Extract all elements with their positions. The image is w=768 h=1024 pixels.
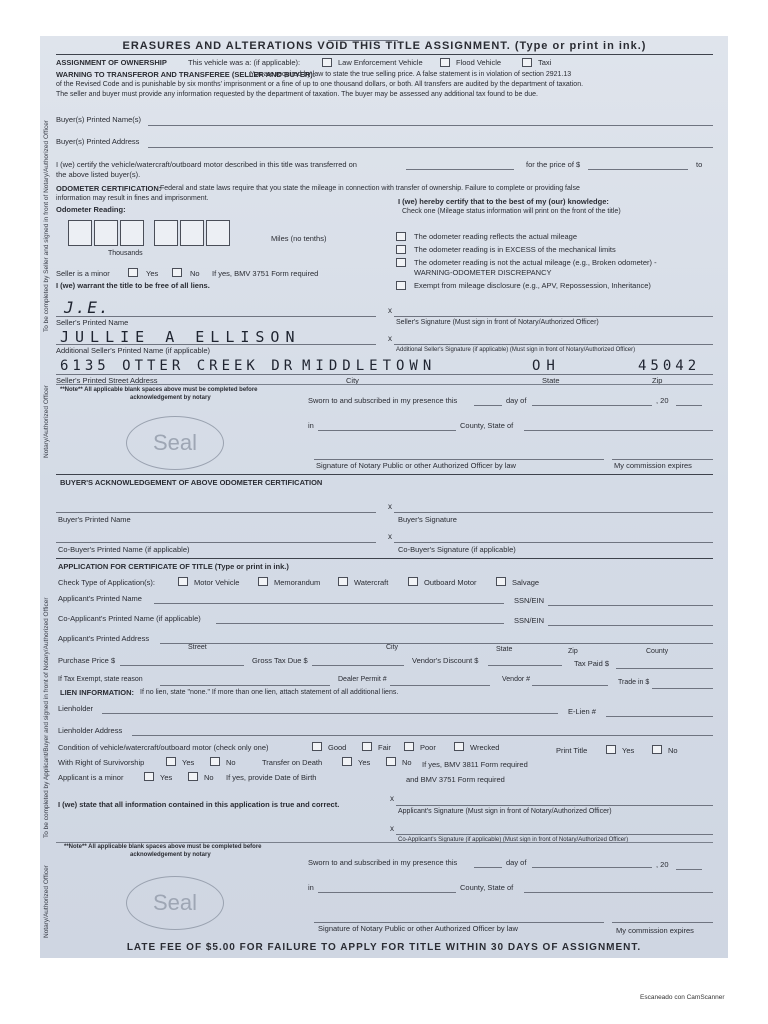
warning-title: WARNING TO TRANSFEROR AND TRANSFEREE (SELLER AND BUYER): xyxy=(56,70,316,79)
seller-name-handwriting: J.E. xyxy=(64,298,111,317)
transfer-death-no-checkbox[interactable] xyxy=(386,757,396,766)
lienholder-field[interactable] xyxy=(102,713,558,714)
warning-line-1: You are required by law to state the true selling price. A false statement is in violation of section 2921.13 xyxy=(250,71,572,78)
form-title: ERASURES AND ALTERATIONS VOID THIS TITLE ASSIGNMENT. (Type or print in ink.) xyxy=(122,40,647,52)
flood-checkbox[interactable] xyxy=(440,58,450,67)
gross-tax-label: Gross Tax Due $ xyxy=(252,656,308,665)
thousands-label: Thousands xyxy=(108,250,143,257)
address-county-label: County xyxy=(646,648,669,655)
trade-in-label: Trade in $ xyxy=(618,679,650,686)
outboard-label: Outboard Motor xyxy=(424,578,477,587)
transfer-death-yes-checkbox[interactable] xyxy=(342,757,352,766)
additional-sign-x: x xyxy=(388,334,392,343)
dob-label: If yes, provide Date of Birth xyxy=(226,773,317,782)
sworn-label-2: Sworn to and subscribed in my presence this xyxy=(308,858,458,867)
cobuyer-signature-field[interactable] xyxy=(394,542,713,543)
condition-wrecked-label: Wrecked xyxy=(470,743,500,752)
seller-minor-yes-checkbox[interactable] xyxy=(128,268,138,277)
applicant-minor-no-label: No xyxy=(204,773,214,782)
lienholder-address-field[interactable] xyxy=(132,735,713,736)
sworn-year-field-2[interactable] xyxy=(676,869,702,870)
divider xyxy=(56,558,713,559)
gross-tax-field[interactable] xyxy=(312,665,404,666)
vendor-label: Vendor # xyxy=(502,676,531,683)
survivorship-no-checkbox[interactable] xyxy=(210,757,220,766)
buyer-sign-x: x xyxy=(388,502,392,511)
address-state-label: State xyxy=(496,646,513,653)
hereby-certify: I (we) hereby certify that to the best of my (our) knowledge: xyxy=(398,197,609,206)
application-title: APPLICATION FOR CERTIFICATE OF TITLE (Type or print in ink.) xyxy=(58,562,289,571)
coapplicant-signature-field[interactable] xyxy=(396,834,713,835)
applicant-minor-label: Applicant is a minor xyxy=(58,773,124,782)
seller-minor-label: Seller is a minor xyxy=(56,269,110,278)
notary-note-2: **Note** All applicable blank spaces above must be completed before xyxy=(64,844,262,850)
cobuyer-sign-x: x xyxy=(388,532,392,541)
city-label: City xyxy=(346,376,359,385)
zip-handwriting: 45042 xyxy=(638,358,701,374)
vendor-field[interactable] xyxy=(532,685,608,686)
memorandum-checkbox[interactable] xyxy=(258,577,268,586)
condition-good-label: Good xyxy=(328,743,347,752)
applicant-signature-field[interactable] xyxy=(396,805,713,806)
state-of-field-1[interactable] xyxy=(524,430,713,431)
condition-good-checkbox[interactable] xyxy=(312,742,322,751)
warning-line-3: The seller and buyer must provide any information requested by the department of taxation. The buyer may be assessed any additional tax found to be due. xyxy=(56,91,538,98)
scanner-watermark: Escaneado con CamScanner xyxy=(640,994,725,1001)
county-label-2: County, State of xyxy=(460,883,514,892)
buyer-names-label: Buyer(s) Printed Name(s) xyxy=(56,115,142,124)
certify-price: for the price of $ xyxy=(526,160,581,169)
motor-vehicle-label: Motor Vehicle xyxy=(194,578,240,587)
odometer-actual-checkbox[interactable] xyxy=(396,232,406,241)
applicant-ssn-field[interactable] xyxy=(548,605,713,606)
print-title-yes-label: Yes xyxy=(622,746,635,755)
motor-vehicle-checkbox[interactable] xyxy=(178,577,188,586)
tax-exempt-field[interactable] xyxy=(160,685,330,686)
coapplicant-signature-label: Co-Applicant's Signature (if applicable) (Must sign in front of Notary/Authorized Officer) xyxy=(398,837,629,843)
buyer-signature-field[interactable] xyxy=(394,512,713,513)
divider xyxy=(56,54,713,55)
applicant-address-field[interactable] xyxy=(160,643,713,644)
print-title-yes-checkbox[interactable] xyxy=(606,745,616,754)
side-label-applicant: To be completed by Applicant/Buyer and signed in front of Notary/Authorized Officer xyxy=(43,597,50,838)
flood-label: Flood Vehicle xyxy=(456,58,502,67)
odometer-digit-5[interactable] xyxy=(180,220,204,246)
seller-signature-label: Seller's Signature (Must sign in front of Notary/Authorized Officer) xyxy=(396,319,599,326)
dealer-permit-label: Dealer Permit # xyxy=(338,676,387,683)
notary-seal-1: Seal xyxy=(126,416,224,470)
divider xyxy=(56,842,713,843)
salvage-checkbox[interactable] xyxy=(496,577,506,586)
warrant-statement: I (we) warrant the title to be free of all liens. xyxy=(56,281,210,290)
divider xyxy=(56,384,713,385)
notary-signature-label-2: Signature of Notary Public or other Authorized Officer by law xyxy=(318,924,518,933)
seller-name-field[interactable] xyxy=(56,316,376,317)
additional-seller-field[interactable] xyxy=(56,344,376,345)
law-enforcement-label: Law Enforcement Vehicle xyxy=(338,58,423,67)
cobuyer-name-field[interactable] xyxy=(56,542,376,543)
lienholder-label: Lienholder xyxy=(58,704,94,713)
watercraft-label: Watercraft xyxy=(354,578,389,587)
dealer-permit-field[interactable] xyxy=(390,685,490,686)
odometer-exempt-label: Exempt from mileage disclosure (e.g., APV, Repossession, Inheritance) xyxy=(414,281,651,290)
check-one-note: Check one (Mileage status information will print on the front of the title) xyxy=(402,208,621,215)
address-zip-label: Zip xyxy=(568,648,578,655)
trade-in-field[interactable] xyxy=(652,688,713,689)
cobuyer-name-label: Co-Buyer's Printed Name (if applicable) xyxy=(58,545,190,554)
sworn-day-field-1[interactable] xyxy=(474,405,502,406)
tax-paid-field[interactable] xyxy=(616,668,713,669)
condition-wrecked-checkbox[interactable] xyxy=(454,742,464,751)
condition-label: Condition of vehicle/watercraft/outboard motor (check only one) xyxy=(58,743,269,752)
watercraft-checkbox[interactable] xyxy=(338,577,348,586)
address-city-label: City xyxy=(386,644,399,651)
zip-label: Zip xyxy=(652,376,663,385)
seller-minor-no-label: No xyxy=(190,269,200,278)
applicant-name-field[interactable] xyxy=(154,603,504,604)
city-handwriting: MIDDLETOWN xyxy=(302,358,437,374)
transfer-death-label: Transfer on Death xyxy=(262,758,323,767)
price-field[interactable] xyxy=(588,169,688,170)
odometer-line-2: information may result in fines and imprisonment. xyxy=(56,195,209,202)
seller-signature-field[interactable] xyxy=(394,316,713,317)
side-label-notary-2: Notary/Authorized Officer xyxy=(43,865,50,938)
certify-line-1: I (we) certify the vehicle/watercraft/outboard motor described in this title was transferred on xyxy=(56,160,357,169)
applicant-minor-yes-label: Yes xyxy=(160,773,173,782)
elien-field[interactable] xyxy=(606,716,713,717)
notary-note-1: **Note** All applicable blank spaces above must be completed before xyxy=(60,387,258,393)
notary-seal-2: Seal xyxy=(126,876,224,930)
odometer-line-1: Federal and state laws require that you state the mileage in connection with transfer of ownership. Failure to complete or providing false xyxy=(160,185,580,192)
sworn-year-field-1[interactable] xyxy=(676,405,702,406)
survivorship-label: With Right of Survivorship xyxy=(58,758,145,767)
applicant-minor-yes-checkbox[interactable] xyxy=(144,772,154,781)
bmv3751-note: If yes, BMV 3751 Form required xyxy=(212,269,319,278)
odometer-digit-3[interactable] xyxy=(120,220,144,246)
bmv3811-note: If yes, BMV 3811 Form required xyxy=(422,760,528,769)
odometer-discrepancy-label: The odometer reading is not the actual mileage (e.g., Broken odometer) - xyxy=(414,258,657,267)
assignment-label: ASSIGNMENT OF OWNERSHIP xyxy=(56,58,167,67)
transfer-death-no-label: No xyxy=(402,758,412,767)
vehicle-was-label: This vehicle was a: (if applicable): xyxy=(188,58,301,67)
transfer-date-field[interactable] xyxy=(406,169,514,170)
miles-label: Miles (no tenths) xyxy=(271,234,327,243)
print-title-no-checkbox[interactable] xyxy=(652,745,662,754)
year-label-2: , 20 xyxy=(656,860,669,869)
elien-label: E-Lien # xyxy=(568,707,596,716)
survivorship-yes-checkbox[interactable] xyxy=(166,757,176,766)
check-type-label: Check Type of Application(s): xyxy=(58,578,155,587)
day-of-label-1: day of xyxy=(506,396,527,405)
applicant-minor-no-checkbox[interactable] xyxy=(188,772,198,781)
commission-field-2[interactable] xyxy=(612,922,713,923)
additional-signature-label: Additional Seller's Signature (if applicable) (Must sign in front of Notary/Authorized Officer) xyxy=(396,347,636,353)
lien-info-title: LIEN INFORMATION: xyxy=(60,688,135,697)
true-correct-statement: I (we) state that all information contained in this application is true and correct. xyxy=(58,800,340,809)
applicant-signature-label: Applicant's Signature (Must sign in front of Notary/Authorized Officer) xyxy=(398,808,612,815)
odometer-exempt-checkbox[interactable] xyxy=(396,281,406,290)
coapplicant-ssn-field[interactable] xyxy=(548,625,713,626)
applicant-address-label: Applicant's Printed Address xyxy=(58,634,150,643)
dob-field[interactable] xyxy=(328,40,398,41)
condition-fair-checkbox[interactable] xyxy=(362,742,372,751)
lien-info-text: If no lien, state "none." If more than one lien, attach statement of all additional liens. xyxy=(140,689,399,696)
odometer-reading-label: Odometer Reading: xyxy=(56,205,126,214)
certify-to: to xyxy=(696,160,703,169)
outboard-checkbox[interactable] xyxy=(408,577,418,586)
coapplicant-name-field[interactable] xyxy=(216,623,504,624)
odometer-warning-label: WARNING-ODOMETER DISCREPANCY xyxy=(414,268,552,277)
ssn-label-2: SSN/EIN xyxy=(514,616,545,625)
side-label-notary-1: Notary/Authorized Officer xyxy=(43,385,50,458)
additional-signature-field[interactable] xyxy=(394,344,713,345)
applicant-name-label: Applicant's Printed Name xyxy=(58,594,142,603)
commission-field-1[interactable] xyxy=(612,459,713,460)
day-of-label-2: day of xyxy=(506,858,527,867)
notary-note-2b: acknowledgement by notary xyxy=(130,852,211,858)
commission-label-2: My commission expires xyxy=(616,926,694,935)
survivorship-no-label: No xyxy=(226,758,236,767)
purchase-price-label: Purchase Price $ xyxy=(58,656,116,665)
odometer-digit-6[interactable] xyxy=(206,220,230,246)
sworn-month-field-1[interactable] xyxy=(532,405,652,406)
condition-poor-checkbox[interactable] xyxy=(404,742,414,751)
salvage-label: Salvage xyxy=(512,578,540,587)
county-field-1[interactable] xyxy=(318,430,456,431)
in-label-2: in xyxy=(308,883,314,892)
seller-address-field[interactable] xyxy=(56,374,713,375)
vendor-discount-field[interactable] xyxy=(488,665,562,666)
odometer-digit-4[interactable] xyxy=(154,220,178,246)
odometer-actual-label: The odometer reading reflects the actual mileage xyxy=(414,232,578,241)
transfer-death-yes-label: Yes xyxy=(358,758,371,767)
taxi-checkbox[interactable] xyxy=(522,58,532,67)
seller-minor-yes-label: Yes xyxy=(146,269,159,278)
additional-seller-label: Additional Seller's Printed Name (if applicable) xyxy=(56,346,211,355)
memorandum-label: Memorandum xyxy=(274,578,321,587)
seller-sign-x: x xyxy=(388,306,392,315)
county-label-1: County, State of xyxy=(460,421,514,430)
street-handwriting: 6135 OTTER CREEK DR xyxy=(60,358,297,374)
taxi-label: Taxi xyxy=(538,58,552,67)
street-label: Seller's Printed Street Address xyxy=(56,376,158,385)
title-assignment-form xyxy=(56,40,713,940)
state-label: State xyxy=(542,376,560,385)
tax-exempt-label: If Tax Exempt, state reason xyxy=(58,676,143,683)
coapplicant-sign-x: x xyxy=(390,824,394,833)
side-label-seller: To be completed by Seller and signed in front of Notary/Authorized Officer xyxy=(43,120,50,332)
vendor-discount-label: Vendor's Discount $ xyxy=(412,656,479,665)
state-of-field-2[interactable] xyxy=(524,892,713,893)
odometer-excess-checkbox[interactable] xyxy=(396,245,406,254)
applicant-sign-x: x xyxy=(390,794,394,803)
print-title-label: Print Title xyxy=(556,746,588,755)
seller-name-label: Seller's Printed Name xyxy=(56,318,129,327)
divider xyxy=(56,474,713,475)
survivorship-yes-label: Yes xyxy=(182,758,195,767)
lienholder-address-label: Lienholder Address xyxy=(58,726,123,735)
coapplicant-name-label: Co-Applicant's Printed Name (if applicable) xyxy=(58,614,201,623)
notary-signature-label-1: Signature of Notary Public or other Authorized Officer by law xyxy=(316,461,516,470)
buyer-address-field[interactable] xyxy=(148,147,713,148)
odometer-excess-label: The odometer reading is in EXCESS of the mechanical limits xyxy=(414,245,616,254)
condition-poor-label: Poor xyxy=(420,743,436,752)
odometer-digit-1[interactable] xyxy=(68,220,92,246)
sworn-month-field-2[interactable] xyxy=(532,867,652,868)
cobuyer-signature-label: Co-Buyer's Signature (if applicable) xyxy=(398,545,516,554)
county-field-2[interactable] xyxy=(318,892,456,893)
sworn-label-1: Sworn to and subscribed in my presence this xyxy=(308,396,458,405)
print-title-no-label: No xyxy=(668,746,678,755)
odometer-title: ODOMETER CERTIFICATION: xyxy=(56,184,162,193)
sworn-day-field-2[interactable] xyxy=(474,867,502,868)
in-label-1: in xyxy=(308,421,314,430)
address-street-label: Street xyxy=(188,644,207,651)
buyer-name-field[interactable] xyxy=(56,512,376,513)
buyer-name-label: Buyer's Printed Name xyxy=(58,515,131,524)
buyer-ack-title: BUYER'S ACKNOWLEDGEMENT OF ABOVE ODOMETER CERTIFICATION xyxy=(60,478,323,487)
certify-line-2: the above listed buyer(s). xyxy=(56,170,141,179)
tax-paid-label: Tax Paid $ xyxy=(574,659,610,668)
year-label-1: , 20 xyxy=(656,396,669,405)
buyer-names-field[interactable] xyxy=(148,125,713,126)
commission-label-1: My commission expires xyxy=(614,461,692,470)
ssn-label-1: SSN/EIN xyxy=(514,596,545,605)
condition-fair-label: Fair xyxy=(378,743,391,752)
odometer-discrepancy-checkbox[interactable] xyxy=(396,258,406,267)
buyer-address-label: Buyer(s) Printed Address xyxy=(56,137,140,146)
notary-signature-field-1[interactable] xyxy=(314,459,604,460)
additional-seller-handwriting: JULLIE A ELLISON xyxy=(60,328,301,346)
late-fee-notice: LATE FEE OF $5.00 FOR FAILURE TO APPLY FOR TITLE WITHIN 30 DAYS OF ASSIGNMENT. xyxy=(126,942,642,953)
state-handwriting: OH xyxy=(532,358,561,374)
purchase-price-field[interactable] xyxy=(120,665,244,666)
buyer-signature-label: Buyer's Signature xyxy=(398,515,457,524)
law-enforcement-checkbox[interactable] xyxy=(322,58,332,67)
seller-minor-no-checkbox[interactable] xyxy=(172,268,182,277)
notary-signature-field-2[interactable] xyxy=(314,922,604,923)
bmv3751-app-note: and BMV 3751 Form required xyxy=(406,775,505,784)
warning-line-2: of the Revised Code and is punishable by six months' imprisonment or a fine of up to one thousand dollars, or both. All transfers are audited by the department of taxation. xyxy=(56,81,584,88)
odometer-digit-2[interactable] xyxy=(94,220,118,246)
notary-note-1b: acknowledgement by notary xyxy=(130,395,211,401)
